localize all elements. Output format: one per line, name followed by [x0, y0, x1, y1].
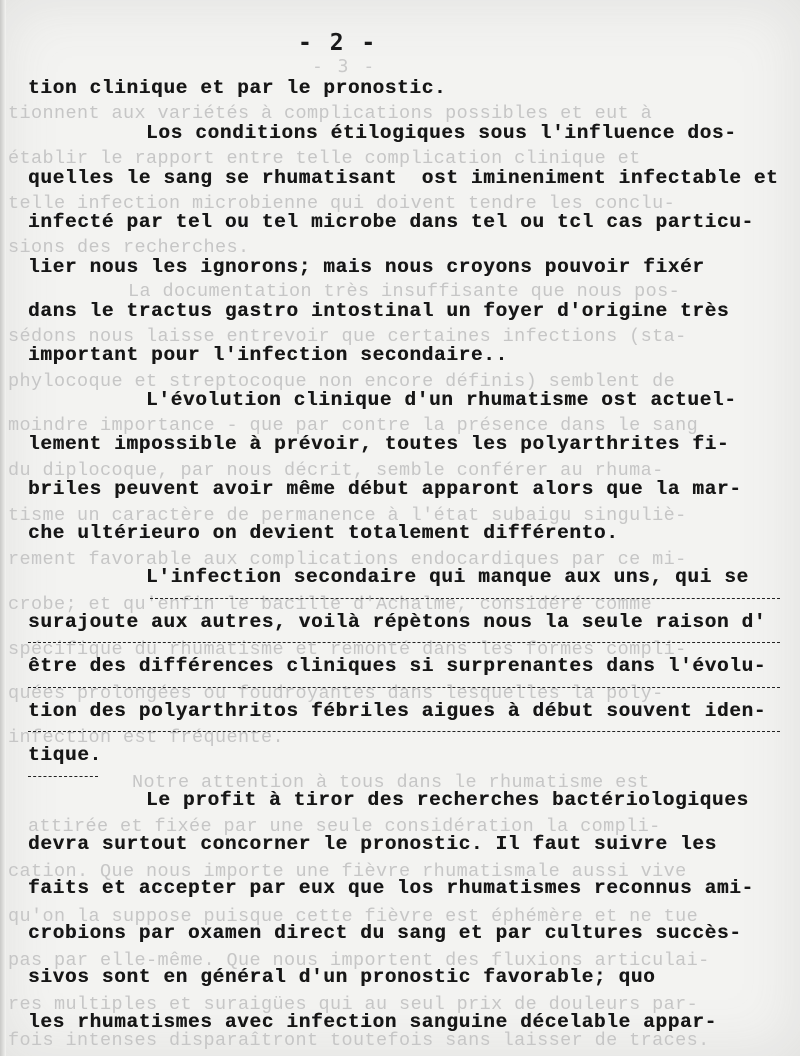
underline: [150, 598, 780, 599]
ghost-line: moindre importance - que par contre la présence dans le sang: [8, 415, 699, 436]
text-line: tion clinique et par le pronostic.: [28, 77, 447, 99]
text-line: crobions par oxamen direct du sang et par cultures succès-: [28, 922, 742, 944]
ghost-line: phylocoque et streptocoque non encore définis) semblent de: [8, 371, 676, 392]
text-line: faits et accepter par eux que los rhumatismes reconnus ami-: [28, 877, 754, 899]
underline: [28, 687, 780, 688]
text-line: être des différences cliniques si surprenantes dans l'évolu-: [28, 655, 767, 677]
ghost-line: La documentation très insuffisante que nous pos-: [128, 281, 681, 302]
ghost-line: res multiples et suraigües qui au seul prix de douleurs par-: [8, 994, 699, 1015]
text-line: lier nous les ignorons; mais nous croyons pouvoir fixér: [28, 256, 705, 278]
scan-edge: [0, 0, 6, 1056]
text-line: L'évolution clinique d'un rhumatisme ost actuel-: [146, 389, 737, 411]
ghost-line: spécifique du rhumatisme et remonté dans les formes compli-: [8, 639, 687, 660]
ghost-line: sions des recherches.: [8, 237, 250, 258]
text-line: dans le tractus gastro intostinal un foyer d'origine très: [28, 300, 730, 322]
text-line: Los conditions étilogiques sous l'influence dos-: [146, 122, 737, 144]
text-line: tique.: [28, 744, 102, 766]
ghost-line: telle infection microbienne qui doivent tendre les conclu-: [8, 193, 676, 214]
ghost-line: cation. Que nous importe une fièvre rhumatismale aussi vive: [8, 861, 687, 882]
ghost-line: rement favorable aux complications endocardiques par ce mi-: [8, 549, 687, 570]
text-line: surajoute aux autres, voilà répètons nous la seule raison d': [28, 611, 767, 633]
ghost-line: fois intenses disparaîtront toutefois sans laisser de traces.: [8, 1030, 710, 1051]
text-line: important pour l'infection secondaire..: [28, 344, 508, 366]
ghost-line: attirée et fixée par une seule considération la compli-: [28, 816, 661, 837]
ghost-line: quées prolongées ou foudroyantes dans lesquelles la poly-: [8, 683, 664, 704]
ghost-line: du diplocoque, par nous décrit, semble conférer au rhuma-: [8, 460, 664, 481]
ghost-line: établir le rapport entre telle complication clinique et: [8, 148, 641, 169]
text-line: infecté par tel ou tel microbe dans tel ou tcl cas particu-: [28, 211, 754, 233]
text-line: Le profit à tiror des recherches bactériologiques: [146, 789, 749, 811]
ghost-line: crobe; et qu'enfin le bacille d'Achalme, considéré comme: [8, 594, 653, 615]
text-line: les rhumatismes avec infection sanguine décelable appar-: [28, 1011, 717, 1033]
text-line: tion des polyarthritos fébriles aigues à début souvent iden-: [28, 700, 767, 722]
ghost-line: tionnent aux variétés à complications possibles et eut à: [8, 103, 653, 124]
ghost-line: qu'on la suppose puisque cette fièvre est éphémère et ne tue: [8, 906, 699, 927]
ghost-line: infection est fréquente.: [8, 727, 285, 748]
ghost-line: Notre attention à tous dans le rhumatisme est: [132, 772, 650, 793]
ghost-line: tisme un caractère de permanence à l'état subaigu singuliè-: [8, 505, 687, 526]
text-line: sivos sont en général d'un pronostic favorable; quo: [28, 966, 656, 988]
text-line: L'infection secondaire qui manque aux uns, qui se: [146, 566, 749, 588]
text-line: quelles le sang se rhumatisant ost imineniment infectable et: [28, 167, 779, 189]
text-line: devra surtout concorner le pronostic. Il faut suivre les: [28, 833, 717, 855]
underline: [28, 642, 780, 643]
ghost-page-number: - 3 -: [312, 56, 377, 77]
ghost-line: pas par elle-même. Que nous importent des fluxions articulai-: [8, 950, 710, 971]
text-line: che ultérieuro on devient totalement différento.: [28, 522, 619, 544]
underline: [28, 731, 780, 732]
ghost-line: sédons nous laisse entrevoir que certaines infections (sta-: [8, 326, 687, 347]
text-line: briles peuvent avoir même début apparont alors que la mar-: [28, 478, 742, 500]
text-line: lement impossible à prévoir, toutes les polyarthrites fi-: [28, 433, 730, 455]
page-number: - 2 -: [298, 30, 378, 56]
underline: [28, 776, 98, 777]
